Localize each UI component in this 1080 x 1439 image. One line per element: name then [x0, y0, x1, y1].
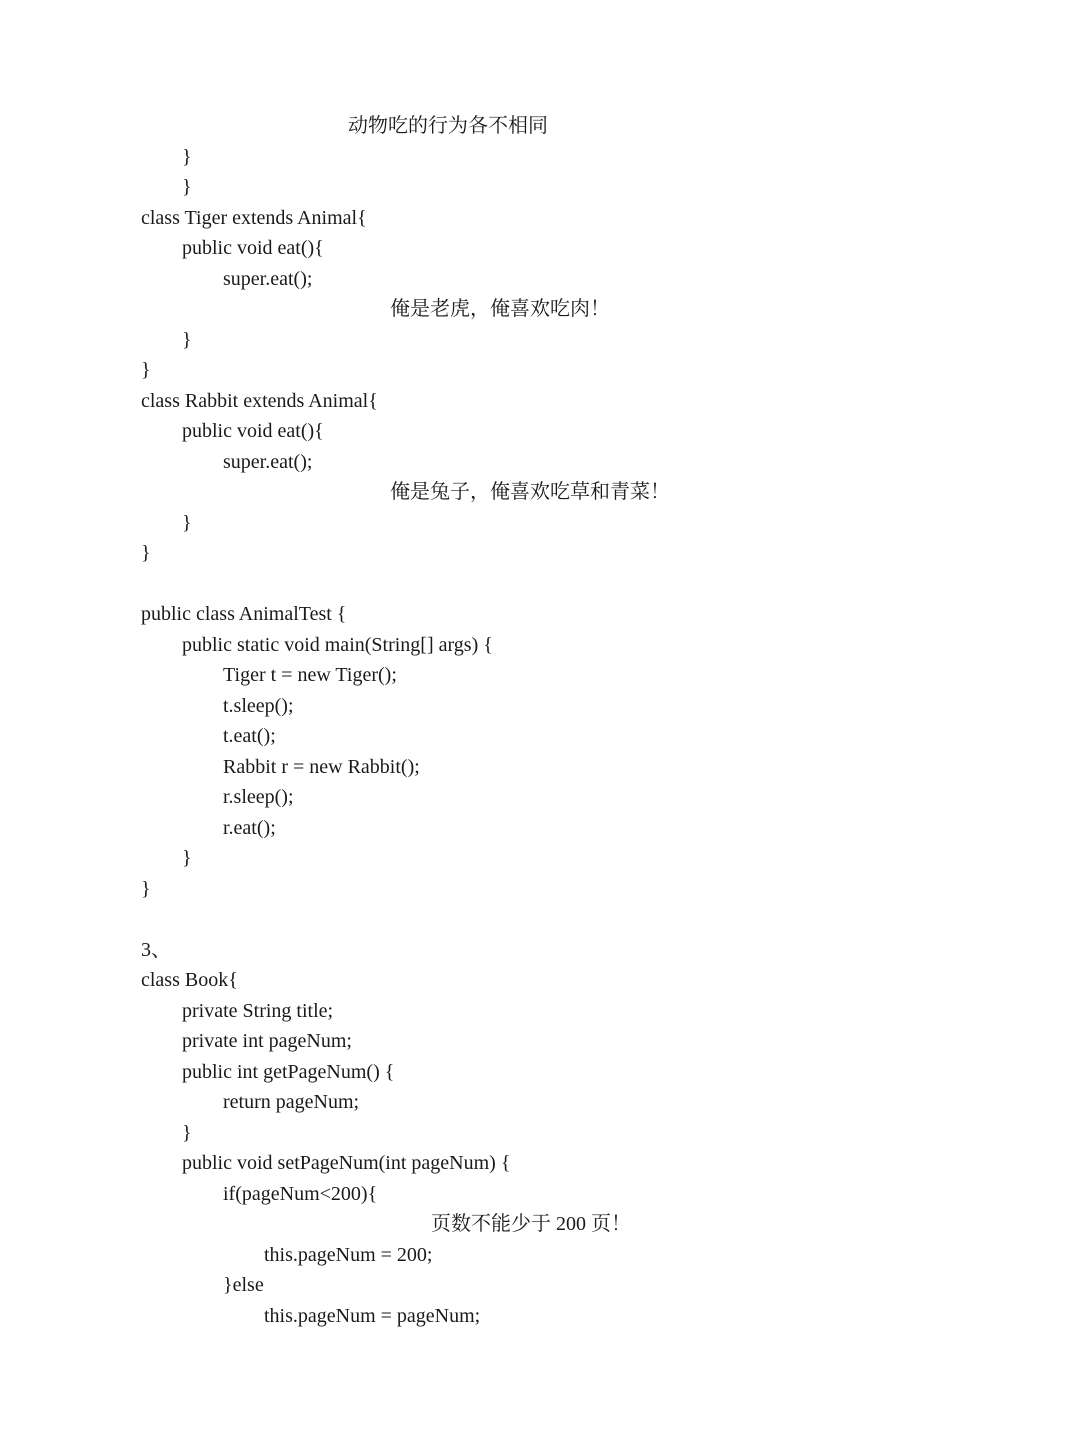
code-line: } [141, 359, 151, 381]
code-line: class Book{ [141, 969, 238, 991]
code-line: private String title; [182, 1000, 334, 1022]
code-line: return pageNum; [223, 1091, 360, 1113]
code-line: } [182, 1122, 192, 1144]
code-line: super.eat(); [223, 451, 313, 473]
section-number: 3、 [141, 939, 171, 961]
code-line: public void eat(){ [182, 420, 324, 442]
code-line: Tiger t = new Tiger(); [223, 664, 397, 686]
code-line: super.eat(); [223, 268, 313, 290]
code-line: } [182, 146, 192, 168]
code-line: if(pageNum<200){ [223, 1183, 378, 1205]
code-line: this.pageNum = 200; [264, 1244, 433, 1266]
code-line: } [182, 512, 192, 534]
code-line: r.eat(); [223, 817, 276, 839]
code-line: 页数不能少于 200 页！ [431, 1213, 631, 1235]
code-line: Rabbit r = new Rabbit(); [223, 756, 420, 778]
code-line: 俺是老虎，俺喜欢吃肉！ [390, 298, 610, 320]
code-line: 动物吃的行为各不相同 [348, 115, 548, 137]
code-line: }else [223, 1274, 264, 1296]
code-line: t.eat(); [223, 725, 276, 747]
code-line: 俺是兔子，俺喜欢吃草和青菜！ [390, 481, 670, 503]
code-line: public class AnimalTest { [141, 603, 347, 625]
code-line: r.sleep(); [223, 786, 294, 808]
code-line: } [182, 176, 192, 198]
code-line: public int getPageNum() { [182, 1061, 395, 1083]
code-line: private int pageNum; [182, 1030, 352, 1052]
code-line: } [182, 329, 192, 351]
code-line: } [141, 542, 151, 564]
code-line: public void eat(){ [182, 237, 324, 259]
code-line: this.pageNum = pageNum; [264, 1305, 481, 1327]
code-line: class Tiger extends Animal{ [141, 207, 367, 229]
code-line: public static void main(String[] args) { [182, 634, 493, 656]
code-line: t.sleep(); [223, 695, 294, 717]
code-line: class Rabbit extends Animal{ [141, 390, 378, 412]
code-line: } [182, 847, 192, 869]
code-line: public void setPageNum(int pageNum) { [182, 1152, 511, 1174]
code-line: } [141, 878, 151, 900]
